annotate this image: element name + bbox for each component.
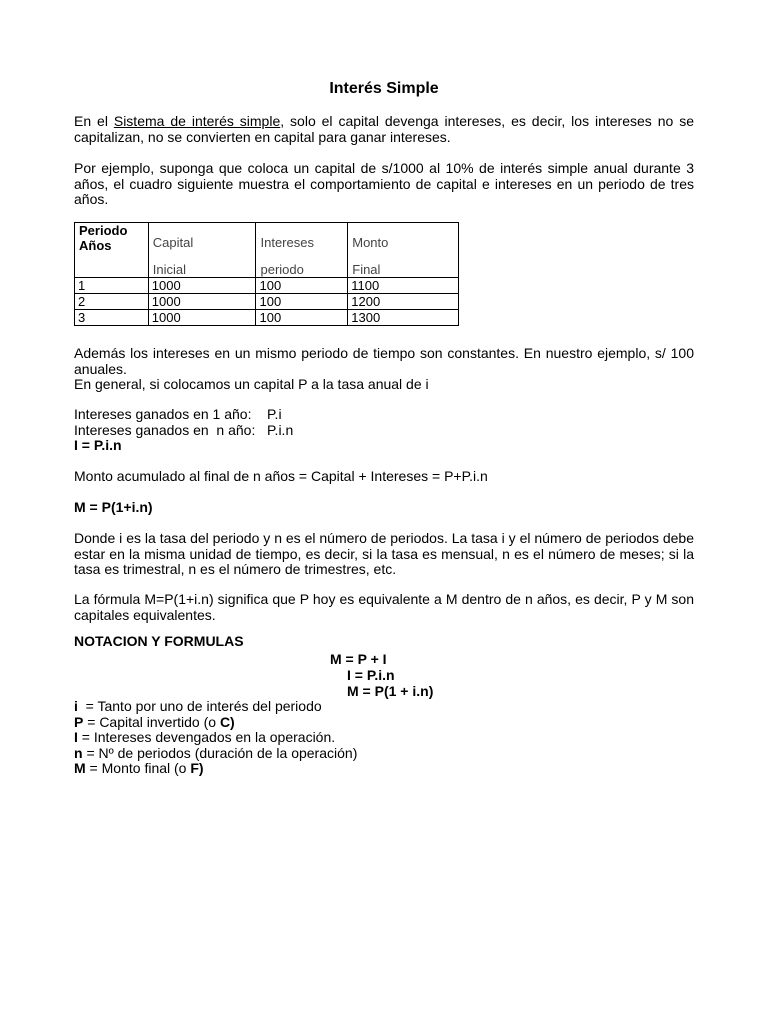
example-line-3: años. xyxy=(74,191,109,207)
header-intereses: Intereses periodo xyxy=(256,223,348,278)
header-monto: Monto Final xyxy=(348,223,459,278)
example-line-2: años, el cuadro siguiente muestra el comportamiento de capital e intereses en un periodo de tres xyxy=(74,175,694,192)
interest-paragraph xyxy=(74,407,694,454)
interest-formula: I = P.i.n xyxy=(74,437,122,453)
constant-line-1: Además los intereses en un mismo periodo de tiempo son constantes. En nuestro ejemplo, s/ 100 xyxy=(74,345,694,361)
intro-line-1: En el Sistema de interés simple, solo el capital devenga intereses, es decir, los intereses no se xyxy=(74,113,694,129)
header-periodo: Periodo Años xyxy=(75,223,149,278)
donde-line-2: estar en la misma unidad de tiempo, es decir, si la tasa es mensual, n es el número de meses; si la xyxy=(74,545,694,562)
example-line-1: Por ejemplo, suponga que coloca un capital de s/1000 al 10% de interés simple anual durante 3 xyxy=(74,160,694,176)
definition-item: M = Monto final (o F) xyxy=(74,760,204,776)
notation-heading: NOTACION Y FORMULAS xyxy=(74,633,244,649)
monto-line: Monto acumulado al final de n años = Capital + Intereses = P+P.i.n xyxy=(74,468,488,484)
definition-item: I = Intereses devengados en la operación. xyxy=(74,729,336,745)
definitions-list xyxy=(74,699,694,777)
formula-text-line-2: capitales equivalentes. xyxy=(74,606,216,623)
donde-line-3: tasa es trimestral, n es el número de trimestres, etc. xyxy=(74,561,397,577)
table-row: 1 1000 100 1100 xyxy=(75,278,459,294)
interest-table xyxy=(74,222,459,326)
formula-ipin: I = P.i.n xyxy=(347,667,395,683)
formula-text-line-1: La fórmula M=P(1+i.n) significa que P hoy es equivalente a M dentro de n años, es decir, P y M son xyxy=(74,591,694,607)
constant-paragraph xyxy=(74,346,694,393)
donde-paragraph xyxy=(74,531,694,578)
constant-line-3: En general, si colocamos un capital P a la tasa anual de i xyxy=(74,376,429,392)
formula-m: M = P(1+i.n) xyxy=(74,499,153,515)
interest-line-1: Intereses ganados en 1 año: P.i xyxy=(74,406,282,422)
intro-line-2: capitalizan, no se convierten en capital para ganar intereses. xyxy=(74,128,451,145)
formula-mpi: M = P + I xyxy=(330,651,387,667)
formula-text-paragraph xyxy=(74,592,694,623)
constant-line-2: anuales. xyxy=(74,360,127,377)
intro-paragraph xyxy=(74,114,694,145)
interest-line-2: Intereses ganados en n año: P.i.n xyxy=(74,421,294,438)
definition-item: n = Nº de periodos (duración de la operación) xyxy=(74,744,358,761)
donde-line-1: Donde i es la tasa del periodo y n es el número de periodos. La tasa i y el número de periodos debe xyxy=(74,530,694,546)
example-paragraph xyxy=(74,161,694,208)
header-capital: Capital Inicial xyxy=(148,223,256,278)
definition-item: P = Capital invertido (o C) xyxy=(74,713,235,730)
formula-mpin: M = P(1 + i.n) xyxy=(347,683,434,699)
page-title: Interés Simple xyxy=(329,80,439,97)
table-row: 2 1000 100 1200 xyxy=(75,294,459,310)
definition-item: i = Tanto por uno de interés del periodo xyxy=(74,698,322,714)
sistema-link-text: Sistema de interés simple xyxy=(113,113,281,129)
table-header-row xyxy=(75,223,459,278)
table-row: 3 1000 100 1300 xyxy=(75,310,459,326)
